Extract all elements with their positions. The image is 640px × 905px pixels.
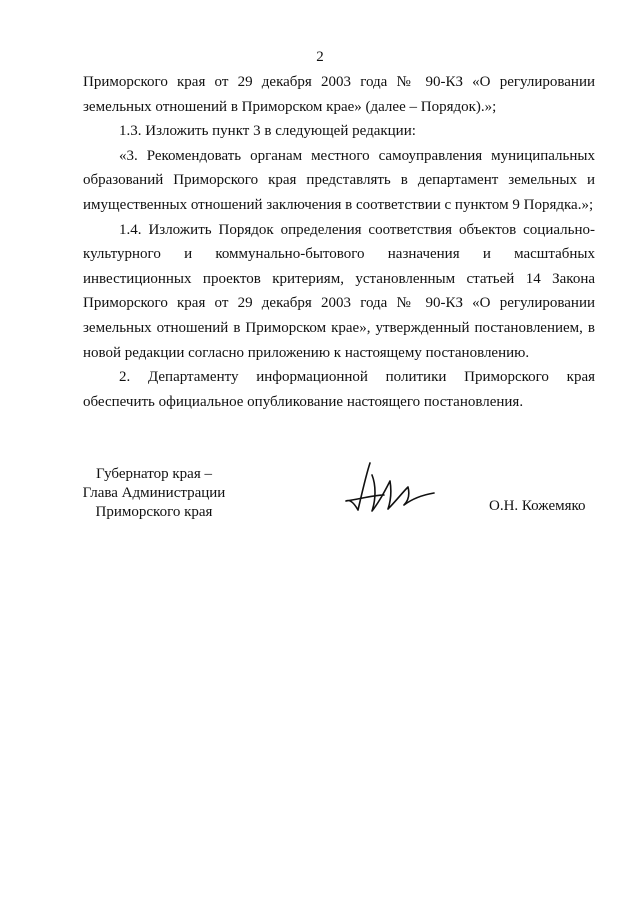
governor-title-line2: Глава Администрации [82,485,226,501]
paragraph-1-4: 1.4. Изложить Порядок определения соответствия объектов социально-культурного и коммунально-бытового назначения и масштабных инвестиционных проектов критериям, установленным статьей 14 Закона Приморского края от 29 декабря 2003 года № 90-КЗ «О регулировании земельных отношений в Приморском крае», утвержденный постановлением, в новой редакции согласно приложению к настоящему постановлению. [83,221,595,361]
paragraph-2: 2. Департаменту информационной политики Приморского края обеспечить официальное опубликование настоящего постановления. [83,369,595,410]
governor-title-block [74,465,234,522]
governor-title-line3: Приморского края [95,504,213,520]
paragraph-continuation: Приморского края от 29 декабря 2003 года № 90-КЗ «О регулировании земельных отношений в Приморском крае» (далее – Порядок).»; [83,74,595,115]
document-body [83,70,595,414]
handwritten-signature [340,455,440,525]
signer-name: О.Н. Кожемяко [489,498,586,514]
paragraph-quote-3: «3. Рекомендовать органам местного самоуправления муниципальных образований Приморского края представлять в департамент земельных и имущественных отношений заключения в соответствии с пунктом 9 Порядка.»; [83,147,595,213]
page-number: 2 [316,49,324,65]
paragraph-1-3: 1.3. Изложить пункт 3 в следующей редакции: [119,123,416,140]
governor-title-line1: Губернатор края – [96,466,212,482]
